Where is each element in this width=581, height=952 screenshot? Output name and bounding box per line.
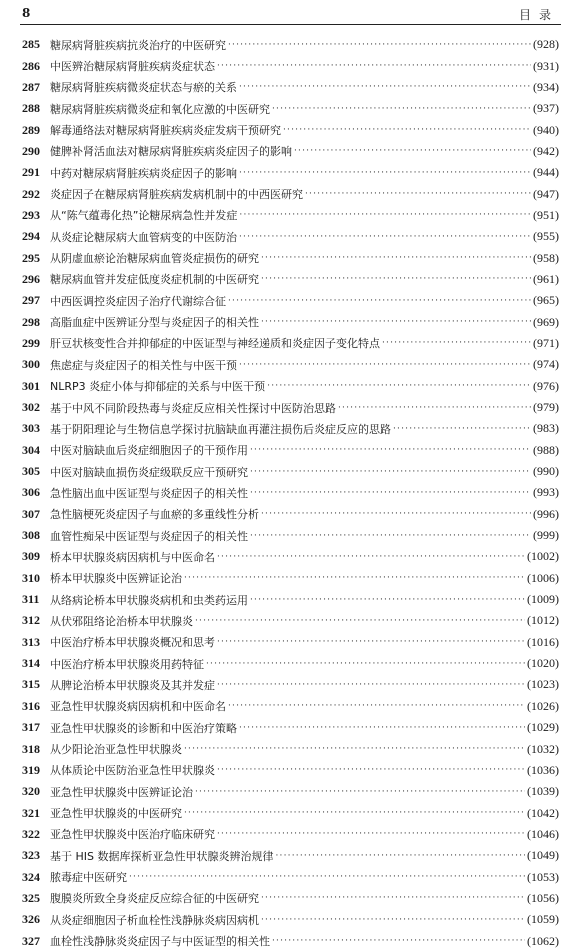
entry-number: 298 (22, 314, 40, 329)
entry-number: 303 (22, 421, 40, 436)
entry-title: 从伏邪阻络论治桥本甲状腺炎 (50, 614, 193, 628)
toc-entry[interactable] (22, 290, 559, 311)
entry-title: 糖尿病血管并发症低度炎症机制的中医研究 (50, 273, 259, 287)
entry-page: (1053) (527, 869, 559, 884)
entry-number: 299 (22, 335, 40, 350)
entry-title: 从少阳论治亚急性甲状腺炎 (50, 743, 182, 757)
leader-dots (217, 59, 531, 73)
toc-entry[interactable] (22, 824, 559, 845)
entry-title: 高脂血症中医辨证分型与炎症因子的相关性 (50, 316, 259, 330)
leader-dots (276, 849, 526, 863)
entry-page: (928) (533, 37, 559, 52)
leader-dots (261, 913, 525, 927)
entry-page: (983) (533, 421, 559, 436)
leader-dots (217, 827, 525, 841)
leader-dots (217, 763, 525, 777)
entry-number: 301 (22, 378, 40, 393)
entry-page: (947) (533, 186, 559, 201)
leader-dots (393, 422, 531, 436)
toc-entry[interactable] (22, 34, 559, 55)
section-title: 目录 (518, 8, 559, 22)
entry-title: 基于 HIS 数据库探析亚急性甲状腺炎辨治规律 (50, 849, 274, 863)
entry-title: 亚急性甲状腺炎病因病机和中医命名 (50, 700, 226, 714)
entry-number: 310 (22, 570, 40, 585)
entry-page: (1023) (527, 677, 559, 692)
toc-entry[interactable] (22, 760, 559, 781)
leader-dots (250, 529, 531, 543)
leader-dots (261, 272, 531, 286)
entry-page: (1002) (527, 549, 559, 564)
entry-title: 血管性痴呆中医证型与炎症因子的相关性 (50, 529, 248, 543)
entry-number: 316 (22, 698, 40, 713)
toc-entry[interactable] (22, 482, 559, 503)
leader-dots (261, 251, 531, 265)
leader-dots (338, 401, 531, 415)
entry-page: (934) (533, 79, 559, 94)
toc-entry[interactable] (22, 141, 559, 162)
toc-entry[interactable] (22, 77, 559, 98)
entry-page: (999) (533, 528, 559, 543)
entry-page: (965) (533, 293, 559, 308)
toc-entry[interactable] (22, 376, 559, 397)
leader-dots (239, 721, 525, 735)
toc-entry[interactable] (22, 738, 559, 759)
entry-title: NLRP3 炎症小体与抑郁症的关系与中医干预 (50, 380, 266, 394)
entry-page: (969) (533, 314, 559, 329)
leader-dots (250, 465, 531, 479)
entry-title: 肝豆状核变性合并抑郁症的中医证型与神经递质和炎症因子变化特点 (50, 337, 380, 351)
entry-page: (1056) (527, 890, 559, 905)
leader-dots (272, 102, 531, 116)
entry-number: 322 (22, 826, 40, 841)
entry-page: (976) (533, 378, 559, 393)
leader-dots (217, 550, 525, 564)
leader-dots (250, 593, 525, 607)
leader-dots (228, 294, 531, 308)
entry-title: 从“陈气蕴毒化热”论糖尿病急性并发症 (50, 209, 238, 223)
leader-dots (228, 38, 531, 52)
entry-title: 中药对糖尿病肾脏疾病炎症因子的影响 (50, 166, 237, 180)
entry-page: (1059) (527, 912, 559, 927)
entry-number: 304 (22, 442, 40, 457)
entry-number: 290 (22, 143, 40, 158)
toc-entry[interactable] (22, 568, 559, 589)
toc-entry[interactable] (22, 418, 559, 439)
entry-page: (1046) (527, 826, 559, 841)
entry-page: (1039) (527, 784, 559, 799)
entry-page: (944) (533, 165, 559, 180)
entry-number: 312 (22, 613, 40, 628)
toc-entry[interactable] (22, 440, 559, 461)
leader-dots (294, 144, 531, 158)
entry-page: (988) (533, 442, 559, 457)
entry-number: 295 (22, 250, 40, 265)
leader-dots (228, 699, 525, 713)
entry-page: (955) (533, 229, 559, 244)
entry-title: 亚急性甲状腺炎中医治疗临床研究 (50, 828, 215, 842)
entry-title: 桥本甲状腺炎中医辨证论治 (50, 572, 182, 586)
entry-title: 中医对脑缺血后炎症细胞因子的干预作用 (50, 444, 248, 458)
header-rule (20, 24, 561, 25)
entry-title: 中医辨治糖尿病肾脏疾病炎症状态 (50, 60, 215, 74)
entry-page: (940) (533, 122, 559, 137)
entry-page: (971) (533, 335, 559, 350)
toc-entry[interactable] (22, 546, 559, 567)
toc-entry[interactable] (22, 55, 559, 76)
entry-number: 288 (22, 101, 40, 116)
entry-title: 桥本甲状腺炎病因病机与中医命名 (50, 550, 215, 564)
entry-number: 289 (22, 122, 40, 137)
entry-title: 腹膜炎所致全身炎症反应综合征的中医研究 (50, 892, 259, 906)
toc-entry[interactable] (22, 226, 559, 247)
leader-dots (261, 507, 531, 521)
entry-title: 急性脑梗死炎症因子与血瘀的多重线性分析 (50, 508, 259, 522)
entry-number: 302 (22, 400, 40, 415)
entry-title: 糖尿病肾脏疾病微炎症状态与瘀的关系 (50, 81, 237, 95)
entry-number: 311 (22, 592, 40, 607)
entry-title: 亚急性甲状腺炎中医辨证论治 (50, 785, 193, 799)
entry-title: 基于中风不同阶段热毒与炎症反应相关性探讨中医防治思路 (50, 401, 336, 415)
entry-number: 306 (22, 485, 40, 500)
entry-number: 325 (22, 890, 40, 905)
entry-title: 炎症因子在糖尿病肾脏疾病发病机制中的中西医研究 (50, 188, 303, 202)
toc-entry[interactable] (22, 802, 559, 823)
entry-page: (1012) (527, 613, 559, 628)
entry-page: (931) (533, 58, 559, 73)
leader-dots (250, 486, 531, 500)
entry-title: 亚急性甲状腺炎的诊断和中医治疗策略 (50, 721, 237, 735)
entry-page: (1029) (527, 720, 559, 735)
entry-title: 中医治疗桥本甲状腺炎概况和思考 (50, 636, 215, 650)
toc-entry[interactable] (22, 205, 559, 226)
leader-dots (184, 742, 525, 756)
toc-entry[interactable] (22, 610, 559, 631)
toc-entry[interactable] (22, 866, 559, 887)
leader-dots (267, 379, 531, 393)
entry-number: 287 (22, 79, 40, 94)
entry-title: 从络病论桥本甲状腺炎病机和虫类药运用 (50, 593, 248, 607)
toc-entry[interactable] (22, 247, 559, 268)
entry-title: 从炎症论糖尿病大血管病变的中医防治 (50, 230, 237, 244)
entry-page: (961) (533, 271, 559, 286)
entry-number: 313 (22, 634, 40, 649)
toc-entry[interactable] (22, 461, 559, 482)
toc-entry[interactable] (22, 119, 559, 140)
entry-page: (993) (533, 485, 559, 500)
leader-dots (305, 187, 531, 201)
leader-dots (382, 336, 531, 350)
leader-dots (217, 678, 525, 692)
entry-title: 糖尿病肾脏疾病抗炎治疗的中医研究 (50, 38, 226, 52)
toc-entry[interactable] (22, 674, 559, 695)
entry-title: 从炎症细胞因子析血栓性浅静脉炎病因病机 (50, 913, 259, 927)
entry-page: (1009) (527, 592, 559, 607)
entry-page: (1026) (527, 698, 559, 713)
toc-entry[interactable] (22, 696, 559, 717)
entry-number: 307 (22, 506, 40, 521)
entry-page: (958) (533, 250, 559, 265)
entry-number: 291 (22, 165, 40, 180)
entry-page: (1049) (527, 848, 559, 863)
entry-title: 焦虑症与炎症因子的相关性与中医干预 (50, 358, 237, 372)
entry-page: (1042) (527, 805, 559, 820)
toc-entry[interactable] (22, 930, 559, 951)
entry-number: 323 (22, 848, 40, 863)
toc-entry[interactable] (22, 311, 559, 332)
entry-title: 解毒通络法对糖尿病肾脏疾病炎症发病干预研究 (50, 124, 281, 138)
entry-title: 糖尿病肾脏疾病微炎症和氧化应激的中医研究 (50, 102, 270, 116)
entry-page: (1032) (527, 741, 559, 756)
toc-entry[interactable] (22, 888, 559, 909)
entry-number: 314 (22, 656, 40, 671)
leader-dots (261, 891, 525, 905)
entry-title: 中医对脑缺血损伤炎症级联反应干预研究 (50, 465, 248, 479)
entry-title: 基于阴阳理论与生物信息学探讨抗脑缺血再灌注损伤后炎症反应的思路 (50, 422, 391, 436)
entry-page: (996) (533, 506, 559, 521)
entry-page: (1016) (527, 634, 559, 649)
toc-entry[interactable] (22, 909, 559, 930)
entry-title: 从阴虚血瘀论治糖尿病血管炎症损伤的研究 (50, 252, 259, 266)
entry-number: 321 (22, 805, 40, 820)
entry-number: 327 (22, 933, 40, 948)
toc-entry[interactable] (22, 845, 559, 866)
entry-page: (1006) (527, 570, 559, 585)
leader-dots (283, 123, 531, 137)
toc-entry[interactable] (22, 333, 559, 354)
toc-entry[interactable] (22, 269, 559, 290)
entry-page: (942) (533, 143, 559, 158)
entry-page: (1020) (527, 656, 559, 671)
leader-dots (272, 934, 525, 948)
leader-dots (217, 635, 525, 649)
entry-number: 320 (22, 784, 40, 799)
leader-dots (184, 806, 525, 820)
entry-title: 从脾论治桥本甲状腺炎及其并发症 (50, 678, 215, 692)
toc-entry[interactable] (22, 98, 559, 119)
leader-dots (239, 230, 531, 244)
toc-entry[interactable] (22, 781, 559, 802)
running-header (22, 6, 559, 24)
entry-number: 293 (22, 207, 40, 222)
toc-entry[interactable] (22, 525, 559, 546)
leader-dots (195, 614, 525, 628)
entry-number: 324 (22, 869, 40, 884)
toc-entry[interactable] (22, 653, 559, 674)
leader-dots (195, 785, 525, 799)
entry-page: (937) (533, 101, 559, 116)
entry-title: 健脾补肾活血法对糖尿病肾脏疾病炎症因子的影响 (50, 145, 292, 159)
entry-number: 308 (22, 528, 40, 543)
entry-number: 319 (22, 762, 40, 777)
leader-dots (239, 358, 531, 372)
toc-entry[interactable] (22, 504, 559, 525)
toc-entry[interactable] (22, 397, 559, 418)
entry-number: 300 (22, 357, 40, 372)
entry-page: (1062) (527, 933, 559, 948)
entry-number: 297 (22, 293, 40, 308)
entry-title: 中医治疗桥本甲状腺炎用药特征 (50, 657, 204, 671)
entry-page: (1036) (527, 762, 559, 777)
entry-number: 285 (22, 37, 40, 52)
entry-number: 305 (22, 464, 40, 479)
toc-entry[interactable] (22, 183, 559, 204)
toc-entry[interactable] (22, 589, 559, 610)
toc-entry[interactable] (22, 632, 559, 653)
page-number: 8 (22, 6, 31, 20)
leader-dots (239, 80, 531, 94)
leader-dots (239, 208, 531, 222)
entry-page: (974) (533, 357, 559, 372)
entry-number: 315 (22, 677, 40, 692)
entry-page: (979) (533, 400, 559, 415)
entry-title: 从体质论中医防治亚急性甲状腺炎 (50, 764, 215, 778)
entry-number: 294 (22, 229, 40, 244)
entry-number: 326 (22, 912, 40, 927)
entry-page: (990) (533, 464, 559, 479)
entry-number: 286 (22, 58, 40, 73)
leader-dots (129, 870, 525, 884)
leader-dots (184, 571, 525, 585)
leader-dots (261, 315, 531, 329)
leader-dots (206, 657, 525, 671)
entry-title: 急性脑出血中医证型与炎症因子的相关性 (50, 486, 248, 500)
entry-title: 亚急性甲状腺炎的中医研究 (50, 807, 182, 821)
entry-number: 296 (22, 271, 40, 286)
toc-entry[interactable] (22, 162, 559, 183)
entry-title: 脓毒症中医研究 (50, 871, 127, 885)
entry-number: 309 (22, 549, 40, 564)
entry-number: 317 (22, 720, 40, 735)
leader-dots (250, 443, 531, 457)
toc-entry[interactable] (22, 717, 559, 738)
entry-title: 血栓性浅静脉炎炎症因子与中医证型的相关性 (50, 935, 270, 949)
entry-number: 318 (22, 741, 40, 756)
entry-title: 中西医调控炎症因子治疗代谢综合征 (50, 294, 226, 308)
toc-entry[interactable] (22, 354, 559, 375)
table-of-contents (22, 34, 559, 952)
entry-number: 292 (22, 186, 40, 201)
entry-page: (951) (533, 207, 559, 222)
leader-dots (239, 166, 531, 180)
